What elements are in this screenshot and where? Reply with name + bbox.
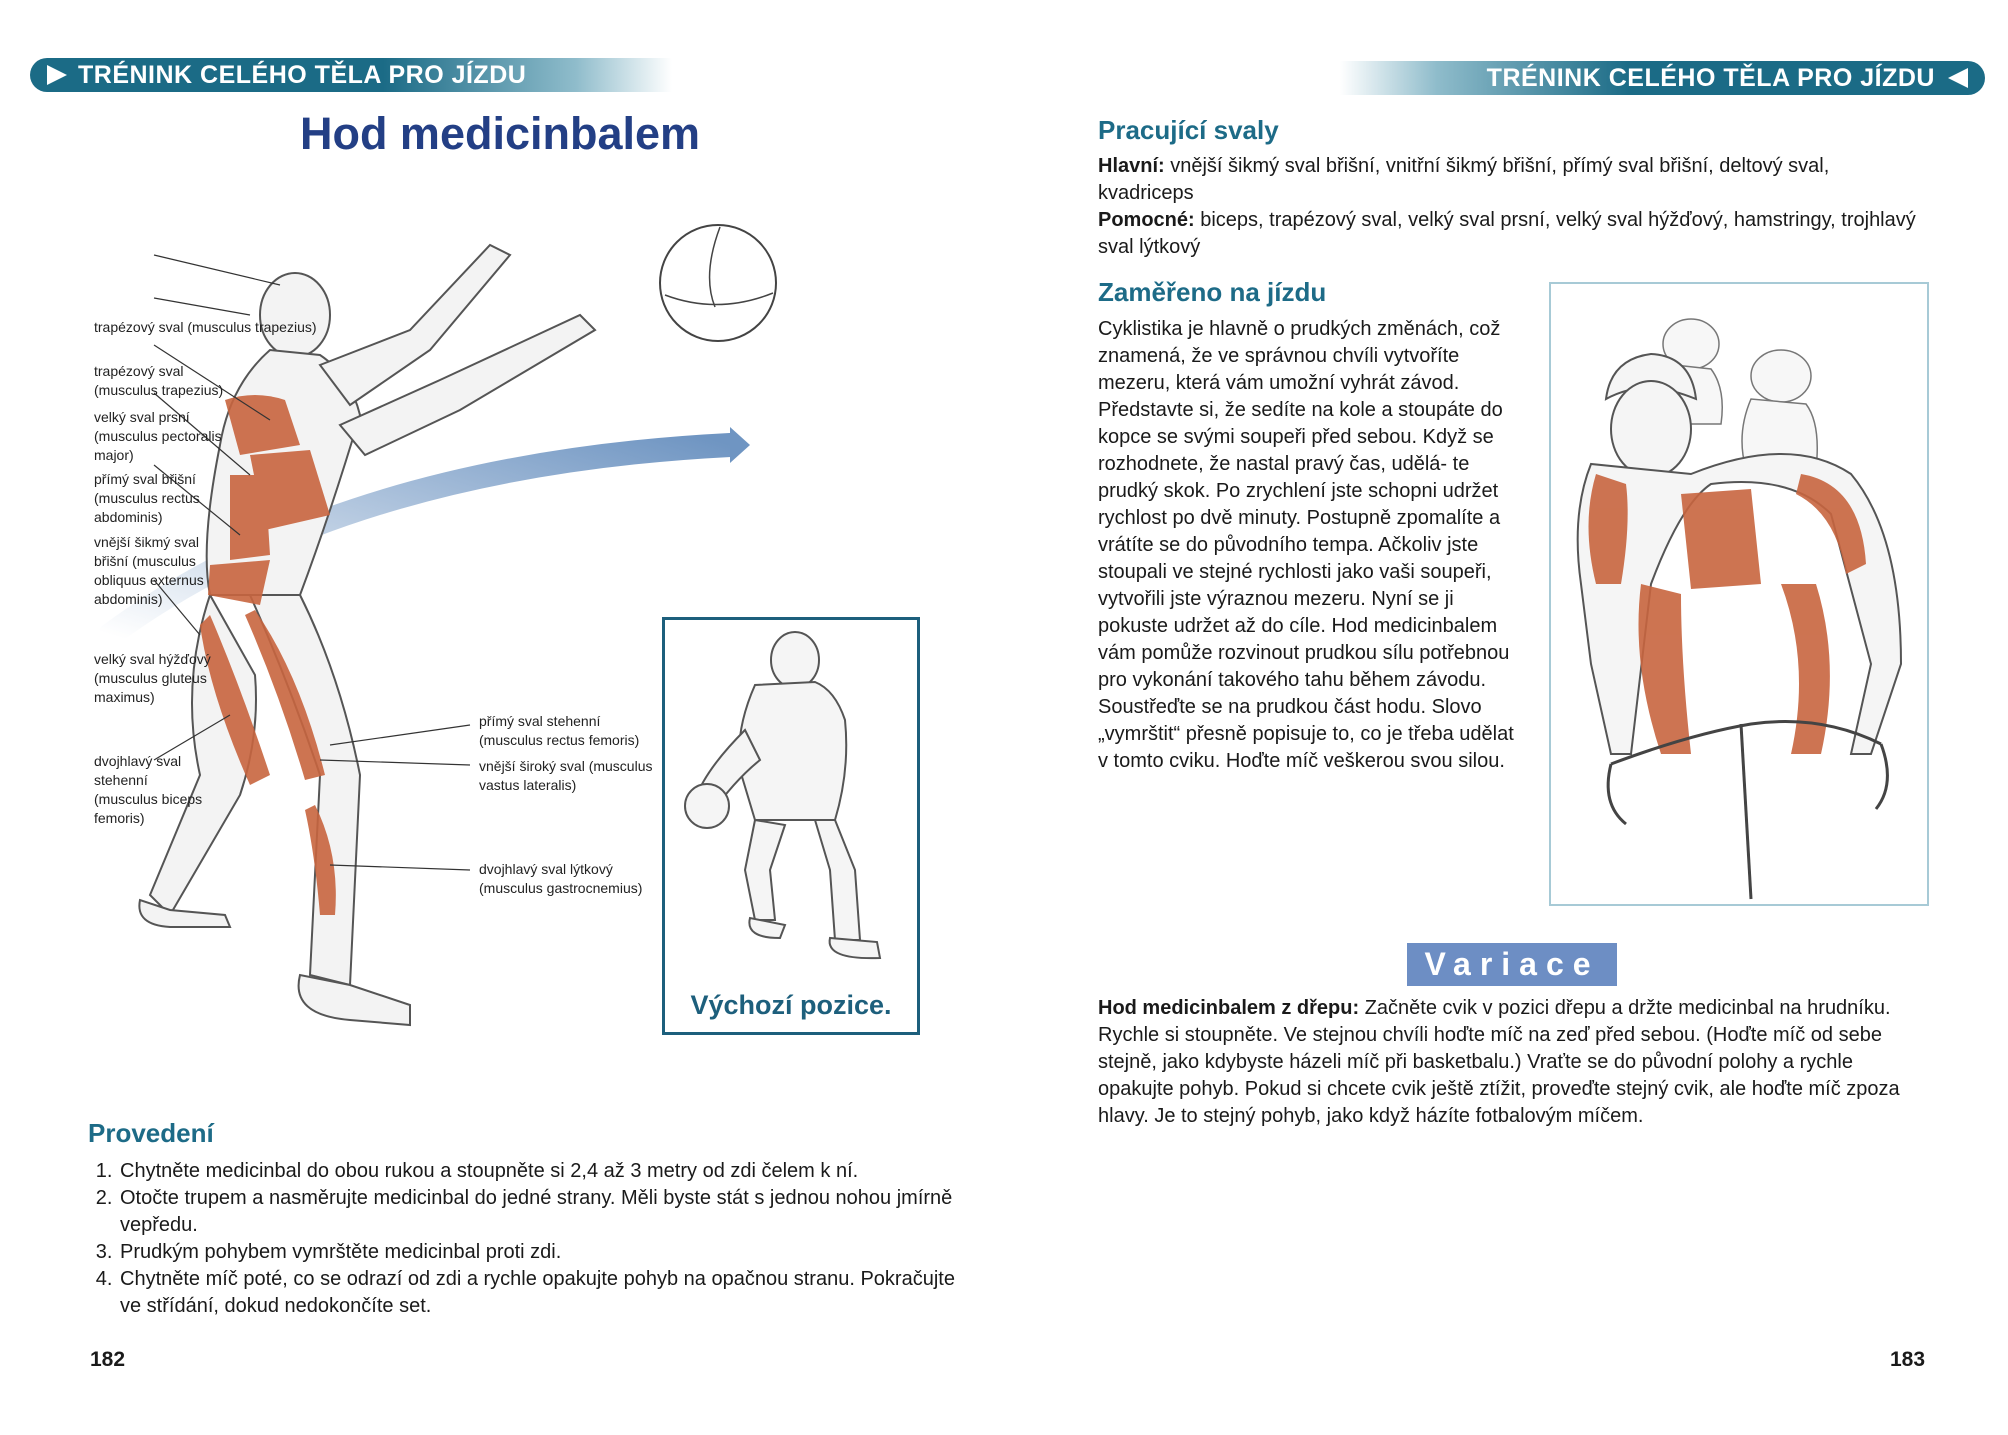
variace-heading: Variace (1407, 943, 1617, 986)
inset-caption: Výchozí pozice. (690, 990, 892, 1020)
back-arrow-icon (1948, 68, 1968, 88)
label-text: velký sval prsní (musculus pectoralis major) (94, 409, 222, 463)
hlavni-label: Hlavní: (1098, 155, 1165, 177)
label-text: přímý sval břišní (musculus rectus abdominis) (94, 471, 200, 525)
pracujici-svaly-heading: Pracující svaly (1098, 115, 1279, 145)
label-vastus-lateralis (479, 757, 654, 795)
label-rectus-abdominis (94, 470, 219, 527)
play-arrow-icon (47, 65, 67, 85)
starting-position-illustration (665, 620, 917, 980)
label-text: dvojhlavý sval lýtkový (musculus gastrocnemius) (479, 861, 643, 896)
left-banner-text: TRÉNINK CELÉHO TĚLA PRO JÍZDU (78, 61, 527, 89)
starting-position-inset (662, 617, 920, 1035)
page-title: Hod medicinbalem (299, 108, 701, 159)
label-pectoralis (94, 408, 229, 465)
label-text: vnější široký sval (musculus vastus lateralis) (479, 758, 653, 793)
label-obliquus (94, 533, 214, 609)
zamereno-heading: Zaměřeno na jízdu (1098, 277, 1327, 307)
label-trapezius-2 (94, 362, 234, 400)
page-number-right: 183 (1890, 1348, 1926, 1371)
pomocne-text: biceps, trapézový sval, velký sval prsní, velký sval hýžďový, hamstringy, trojhlavý sval lýtkový (1098, 209, 1916, 258)
label-rectus-femoris (479, 712, 654, 750)
step-item: 4. Chytněte míč poté, co se odrazí od zdi a rychle opakujte pohyb na opačnou stranu. Pokračujte ve střídání, dokud nedokončíte set. (118, 1266, 968, 1320)
steps-list (88, 1158, 968, 1320)
right-header-banner (1340, 61, 1985, 95)
label-text: trapézový sval (musculus trapezius) (94, 363, 224, 398)
label-biceps-femoris (94, 752, 204, 828)
cyclist-illustration-frame (1549, 282, 1929, 906)
hlavni-text: vnější šikmý sval břišní, vnitřní šikmý břišní, přímý sval břišní, deltový sval, kvadriceps (1098, 155, 1830, 204)
label-text: dvojhlavý sval stehenní (musculus biceps femoris) (94, 753, 203, 826)
label-text: přímý sval stehenní (musculus rectus femoris) (479, 713, 640, 748)
label-gastrocnemius (479, 860, 654, 898)
label-text: velký sval hýžďový (musculus gluteus maximus) (94, 651, 211, 705)
cyclist-illustration (1551, 284, 1927, 904)
pomocne-label: Pomocné: (1098, 209, 1195, 231)
step-item: 3. Prudkým pohybem vymrštěte medicinbal proti zdi. (118, 1239, 968, 1266)
variace-text: Začněte cvik v pozici dřepu a držte medicinbal na hrudníku. Rychle si stoupněte. Ve stejnou chvíli hoďte míč na zeď před sebou. (Hoďte míč od sebe stejně, jako kdybyste házeli míč při basketbalu.) Vraťte se do původní polohy a rychle opakujte pohyb. Pokud si chcete cvik ještě ztížit, proveďte stejný cvik, ale hoďte míč zpoza hlavy. Je to stejný pohyb, jako když házíte fotbalovým míčem. (1098, 997, 1900, 1127)
label-text: trapézový sval (musculus trapezius) (94, 319, 317, 335)
step-item: 2. Otočte trupem a nasměrujte medicinbal do jedné strany. Měli byste stát s jednou nohou jmírně vepředu. (118, 1185, 968, 1239)
step-item: 1. Chytněte medicinbal do obou rukou a stoupněte si 2,4 až 3 metry od zdi čelem k ní. (118, 1158, 968, 1185)
hlavni-paragraph (1098, 153, 1928, 207)
provedeni-heading: Provedení (88, 1118, 214, 1148)
left-header-banner (30, 58, 672, 92)
variace-paragraph (1098, 995, 1923, 1130)
zamereno-paragraph: Cyklistika je hlavně o prudkých změnách, což znamená, že ve správnou chvíli vytvoříte mezeru, která vám umožní vyhrát závod. Představte si, že sedíte na kole a stoupáte do kopce se svými soupeři před sebou. Když se rozhodnete, že nastal pravý čas, udělá- te prudký skok. Po zrychlení jste schopni udržet rychlost po dvě minuty. Postupně zpomalíte a vrátíte se do původního tempa. Ačkoliv jste stoupali ve stejné rychlosti jako vaši soupeři, vytvořili jste výraznou mezeru. Nyní se ji pokuste udržet až do cíle. Hod medicinbalem vám pomůže rozvinout prudkou sílu potřebnou pro vykonání takového tahu během závodu. Soustřeďte se na prudkou část hodu. Slovo „vymrštit“ přesně popisuje to, co je třeba udělat v tomto cviku. Hoďte míč veškerou svou silou. (1098, 318, 1514, 772)
pomocne-paragraph (1098, 207, 1928, 261)
page-number-left: 182 (90, 1348, 126, 1371)
right-banner-text: TRÉNINK CELÉHO TĚLA PRO JÍZDU (1486, 64, 1935, 92)
label-trapezius-1 (94, 318, 317, 337)
label-gluteus (94, 650, 214, 707)
variace-label: Hod medicinbalem z dřepu: (1098, 997, 1360, 1019)
label-text: vnější šikmý sval břišní (musculus obliquus externus abdominis) (94, 534, 204, 607)
